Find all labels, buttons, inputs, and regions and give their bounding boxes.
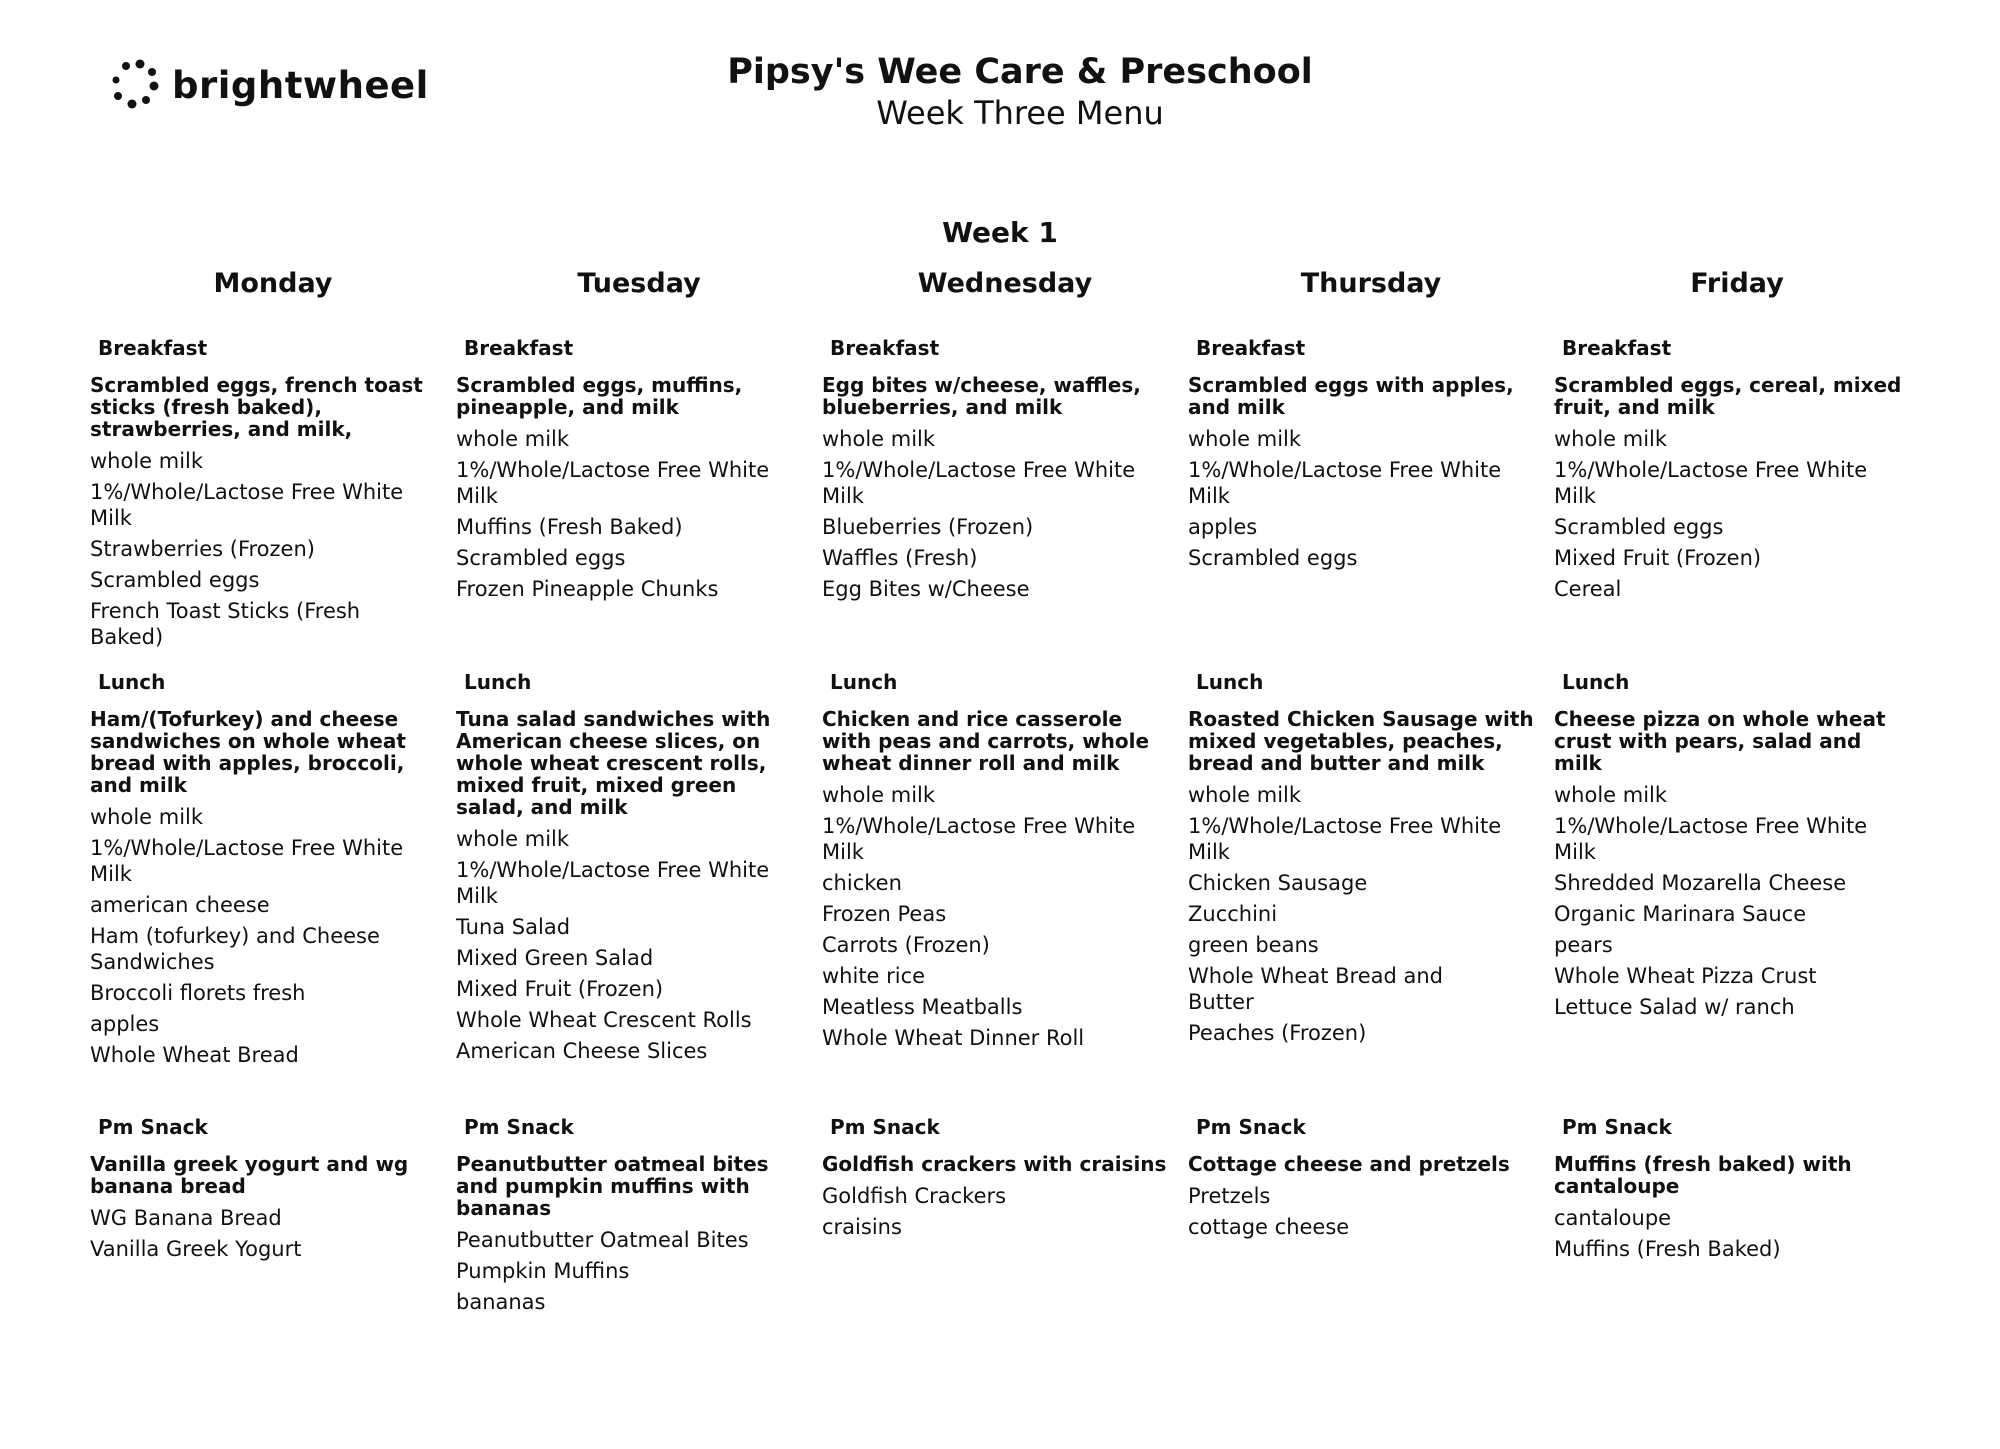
meal-description: Scrambled eggs with apples, and milk [1188, 373, 1514, 419]
meal-description: Ham/(Tofurkey) and cheese sandwiches on whole wheat bread with apples, broccoli, and milk [90, 707, 406, 797]
pm-snack-section [1554, 1115, 1920, 1449]
menu-item: 1%/Whole/Lactose Free White Milk [1188, 814, 1502, 864]
menu-item: whole milk [456, 427, 570, 451]
breakfast-section [1188, 336, 1554, 670]
menu-item: apples [1188, 515, 1258, 539]
day-name: Thursday [1300, 268, 1442, 299]
menu-item: Blueberries (Frozen) [822, 515, 1034, 539]
menu-item: Peaches (Frozen) [1188, 1021, 1367, 1045]
meal-label: Breakfast [464, 336, 574, 360]
day-column-wednesday [822, 268, 1188, 1449]
day-column-tuesday [456, 268, 822, 1449]
menu-item: Scrambled eggs [90, 568, 260, 592]
brightwheel-logo-text: brightwheel [172, 63, 429, 107]
meal-label: Breakfast [1196, 336, 1306, 360]
lunch-section [90, 670, 456, 1115]
meal-description: Cottage cheese and pretzels [1188, 1152, 1510, 1176]
meal-label: Lunch [464, 670, 532, 694]
breakfast-section [822, 336, 1188, 670]
day-name: Wednesday [917, 268, 1093, 299]
pm-snack-section [90, 1115, 456, 1449]
menu-item: Whole Wheat Pizza Crust [1554, 964, 1817, 988]
menu-item: Frozen Pineapple Chunks [456, 577, 719, 601]
menu-item: whole milk [90, 449, 204, 473]
menu-item: 1%/Whole/Lactose Free White Milk [90, 480, 404, 530]
meal-label: Lunch [1562, 670, 1630, 694]
menu-item: Scrambled eggs [1554, 515, 1724, 539]
meal-description: Scrambled eggs, french toast sticks (fresh baked), strawberries, and milk, [90, 373, 423, 441]
menu-item: Scrambled eggs [456, 546, 626, 570]
menu-item: Chicken Sausage [1188, 871, 1368, 895]
meal-label: Lunch [830, 670, 898, 694]
menu-item: Whole Wheat Bread and Butter [1188, 964, 1444, 1014]
menu-item: Frozen Peas [822, 902, 947, 926]
meal-description: Muffins (fresh baked) with cantaloupe [1554, 1152, 1852, 1198]
week-title: Week 1 [942, 216, 1058, 249]
menu-item: Broccoli florets fresh [90, 981, 306, 1005]
day-name: Tuesday [577, 268, 701, 299]
menu-item: whole milk [1554, 427, 1668, 451]
menu-item: Whole Wheat Bread [90, 1043, 299, 1067]
menu-item: 1%/Whole/Lactose Free White Milk [822, 814, 1136, 864]
pm-snack-section [822, 1115, 1188, 1449]
menu-item: Vanilla Greek Yogurt [90, 1237, 302, 1261]
menu-item: 1%/Whole/Lactose Free White Milk [456, 458, 770, 508]
menu-item: Waffles (Fresh) [822, 546, 978, 570]
menu-columns [90, 268, 1970, 1449]
menu-item: green beans [1188, 933, 1319, 957]
menu-item: French Toast Sticks (Fresh Baked) [90, 599, 361, 649]
meal-label: Pm Snack [1562, 1115, 1672, 1139]
menu-item: apples [90, 1012, 160, 1036]
menu-item: 1%/Whole/Lactose Free White Milk [822, 458, 1136, 508]
menu-item: 1%/Whole/Lactose Free White Milk [456, 858, 770, 908]
menu-item: Pumpkin Muffins [456, 1259, 630, 1283]
menu-item: Carrots (Frozen) [822, 933, 990, 957]
menu-item: Muffins (Fresh Baked) [456, 515, 683, 539]
menu-subtitle: Week Three Menu [876, 94, 1164, 132]
meal-label: Pm Snack [830, 1115, 940, 1139]
meal-label: Lunch [1196, 670, 1264, 694]
menu-item: 1%/Whole/Lactose Free White Milk [1554, 458, 1868, 508]
menu-item: whole milk [1188, 783, 1302, 807]
meal-description: Scrambled eggs, muffins, pineapple, and milk [456, 373, 743, 419]
menu-item: Goldfish Crackers [822, 1184, 1007, 1208]
menu-item: american cheese [90, 893, 270, 917]
menu-item: WG Banana Bread [90, 1206, 282, 1230]
day-column-thursday [1188, 268, 1554, 1449]
menu-item: Organic Marinara Sauce [1554, 902, 1807, 926]
menu-item: Mixed Green Salad [456, 946, 654, 970]
meal-description: Roasted Chicken Sausage with mixed vegetables, peaches, bread and butter and milk [1188, 707, 1534, 775]
meal-description: Chicken and rice casserole with peas and carrots, whole wheat dinner roll and milk [822, 707, 1150, 775]
menu-item: American Cheese Slices [456, 1039, 708, 1063]
menu-item: bananas [456, 1290, 546, 1314]
menu-item: cottage cheese [1188, 1215, 1350, 1239]
menu-item: white rice [822, 964, 926, 988]
meal-label: Pm Snack [98, 1115, 208, 1139]
menu-item: whole milk [90, 805, 204, 829]
menu-item: Cereal [1554, 577, 1622, 601]
day-column-monday [90, 268, 456, 1449]
breakfast-section [1554, 336, 1920, 670]
menu-item: craisins [822, 1215, 902, 1239]
lunch-section [456, 670, 822, 1115]
menu-item: Pretzels [1188, 1184, 1271, 1208]
menu-item: whole milk [822, 783, 936, 807]
menu-item: Strawberries (Frozen) [90, 537, 315, 561]
menu-item: chicken [822, 871, 902, 895]
menu-item: Peanutbutter Oatmeal Bites [456, 1228, 749, 1252]
lunch-section [1554, 670, 1920, 1115]
school-title: Pipsy's Wee Care & Preschool [727, 52, 1313, 92]
pm-snack-section [456, 1115, 822, 1449]
pm-snack-section [1188, 1115, 1554, 1449]
meal-label: Breakfast [1562, 336, 1672, 360]
menu-item: 1%/Whole/Lactose Free White Milk [1554, 814, 1868, 864]
menu-item: whole milk [1188, 427, 1302, 451]
menu-item: Ham (tofurkey) and Cheese Sandwiches [90, 924, 380, 974]
day-name: Friday [1690, 268, 1784, 299]
page-heading [0, 50, 2000, 132]
menu-item: Whole Wheat Crescent Rolls [456, 1008, 752, 1032]
meal-label: Breakfast [98, 336, 208, 360]
meal-description: Peanutbutter oatmeal bites and pumpkin muffins with bananas [456, 1152, 769, 1220]
meal-description: Scrambled eggs, cereal, mixed fruit, and milk [1554, 373, 1902, 419]
menu-item: Scrambled eggs [1188, 546, 1358, 570]
day-column-friday [1554, 268, 1920, 1449]
menu-item: pears [1554, 933, 1613, 957]
lunch-section [822, 670, 1188, 1115]
menu-item: Meatless Meatballs [822, 995, 1023, 1019]
menu-item: whole milk [456, 827, 570, 851]
menu-item: Egg Bites w/Cheese [822, 577, 1030, 601]
menu-item: Muffins (Fresh Baked) [1554, 1237, 1781, 1261]
menu-item: whole milk [1554, 783, 1668, 807]
menu-item: Whole Wheat Dinner Roll [822, 1026, 1085, 1050]
menu-item: whole milk [822, 427, 936, 451]
menu-item: Tuna Salad [456, 915, 571, 939]
meal-description: Egg bites w/cheese, waffles, blueberries, and milk [822, 373, 1141, 419]
menu-item: Mixed Fruit (Frozen) [1554, 546, 1762, 570]
menu-item: Mixed Fruit (Frozen) [456, 977, 664, 1001]
menu-item: cantaloupe [1554, 1206, 1672, 1230]
menu-item: Lettuce Salad w/ ranch [1554, 995, 1795, 1019]
day-name: Monday [213, 268, 333, 299]
menu-item: 1%/Whole/Lactose Free White Milk [90, 836, 404, 886]
meal-label: Lunch [98, 670, 166, 694]
meal-description: Vanilla greek yogurt and wg banana bread [90, 1152, 409, 1198]
meal-label: Pm Snack [1196, 1115, 1306, 1139]
lunch-section [1188, 670, 1554, 1115]
menu-item: 1%/Whole/Lactose Free White Milk [1188, 458, 1502, 508]
meal-label: Pm Snack [464, 1115, 574, 1139]
meal-description: Tuna salad sandwiches with American cheese slices, on whole wheat crescent rolls, mixed fruit, mixed green salad, and milk [456, 707, 771, 819]
meal-label: Breakfast [830, 336, 940, 360]
meal-description: Goldfish crackers with craisins [822, 1152, 1167, 1176]
breakfast-section [456, 336, 822, 670]
menu-item: Zucchini [1188, 902, 1278, 926]
meal-description: Cheese pizza on whole wheat crust with pears, salad and milk [1554, 707, 1886, 775]
menu-item: Shredded Mozarella Cheese [1554, 871, 1847, 895]
breakfast-section [90, 336, 456, 670]
